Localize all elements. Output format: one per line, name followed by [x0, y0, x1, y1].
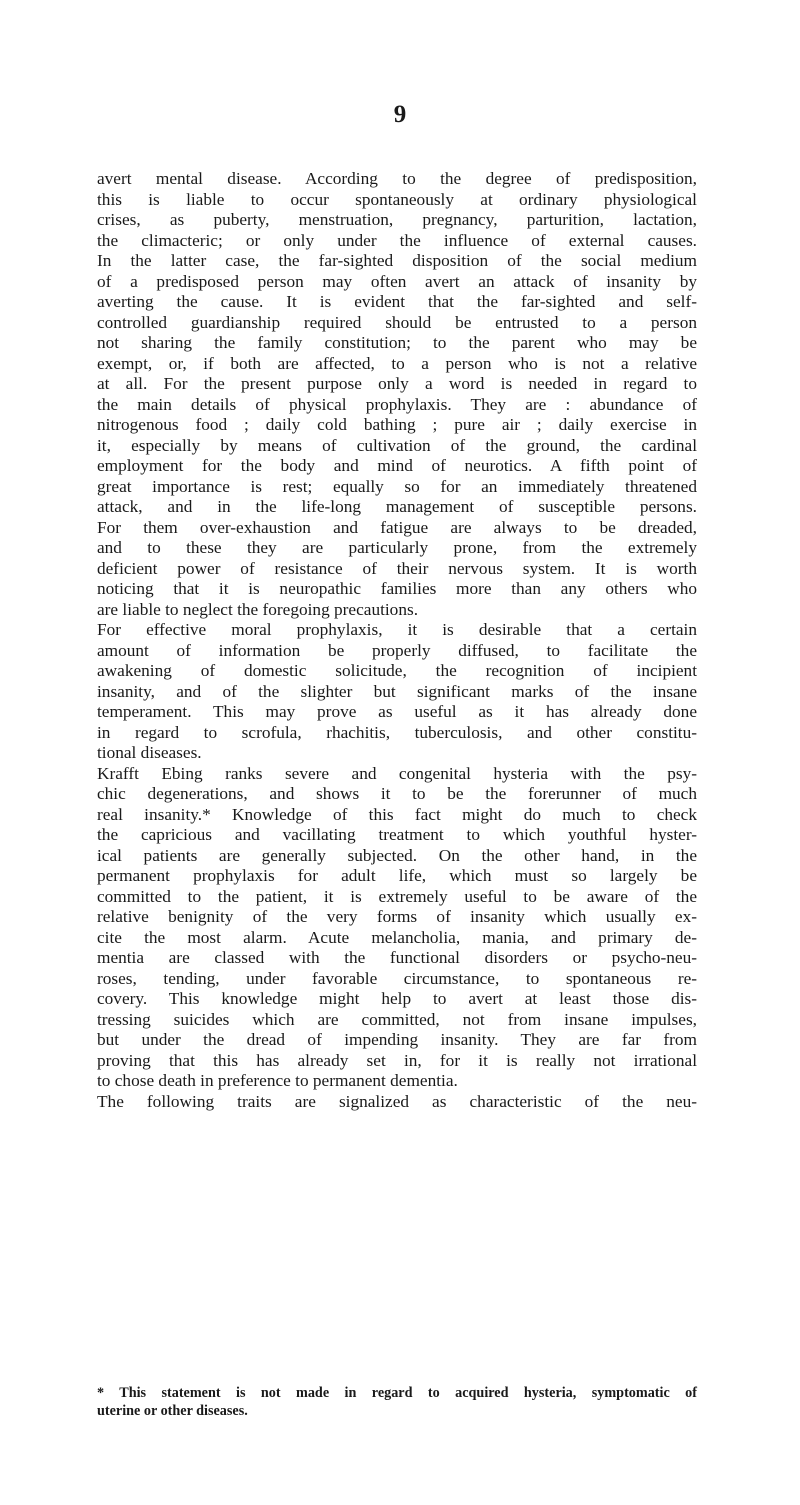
text-line: but under the dread of impending insanity. They are far from [97, 1030, 697, 1049]
text-line: and to these they are particularly prone, from the extremely [97, 538, 697, 557]
text-line: cite the most alarm. Acute melancholia, mania, and primary de- [97, 927, 697, 947]
text-line: real insanity.* Knowledge of this fact might do much to check [97, 804, 697, 824]
text-line: insanity, and of the slighter but significant marks of the insane [97, 681, 697, 701]
text-line: The following traits are signalized as characteristic of the neu- [97, 1091, 697, 1111]
text-line: attack, and in the life-long management of susceptible persons. [97, 497, 697, 516]
text-line: In the latter case, the far-sighted disposition of the social medium [97, 251, 697, 270]
text-line: the climacteric; or only under the influence of external causes. [97, 230, 697, 250]
text-line: averting the cause. It is evident that the far-sighted and self- [97, 292, 697, 311]
text-line: in regard to scrofula, rhachitis, tuberculosis, and other constitu- [97, 722, 697, 742]
text-line: nitrogenous food ; daily cold bathing ; pure air ; daily exercise in [97, 415, 697, 434]
text-line: covery. This knowledge might help to avert at least those dis- [97, 989, 697, 1008]
text-line: proving that this has already set in, for it is really not irrational [97, 1050, 697, 1070]
page-number: 9 [393, 101, 407, 128]
text-line: controlled guardianship required should be entrusted to a person [97, 312, 697, 332]
text-line: are liable to neglect the foregoing precautions. [97, 599, 419, 619]
text-line: at all. For the present purpose only a word is needed in regard to [97, 374, 697, 393]
text-line: Krafft Ebing ranks severe and congenital hysteria with the psy- [97, 763, 697, 783]
text-line: noticing that it is neuropathic families more than any others who [97, 579, 697, 598]
text-line: deficient power of resistance of their nervous system. It is worth [97, 558, 697, 578]
text-line: exempt, or, if both are affected, to a person who is not a relative [97, 353, 697, 373]
text-line: of a predisposed person may often avert an attack of insanity by [97, 271, 697, 291]
text-line: to chose death in preference to permanent dementia. [97, 1071, 458, 1090]
text-line: great importance is rest; equally so for an immediately threatened [97, 476, 697, 496]
footnote-line: * This statement is not made in regard to acquired hysteria, symptomatic of [97, 1385, 697, 1401]
text-line: awakening of domestic solicitude, the recognition of incipient [97, 661, 697, 680]
text-line: crises, as puberty, menstruation, pregnancy, parturition, lactation, [97, 210, 697, 229]
body-text [97, 169, 697, 1112]
text-line: amount of information be properly diffused, to facilitate the [97, 640, 697, 660]
text-line: tressing suicides which are committed, not from insane impulses, [97, 1009, 697, 1029]
text-line: the capricious and vacillating treatment to which youthful hyster- [97, 825, 697, 844]
footnote-line: uterine or other diseases. [97, 1403, 248, 1419]
text-line: tional diseases. [97, 743, 202, 762]
text-line: For them over-exhaustion and fatigue are always to be dreaded, [97, 517, 697, 537]
text-line: the main details of physical prophylaxis. They are : abundance of [97, 394, 697, 414]
text-line: ical patients are generally subjected. On the other hand, in the [97, 845, 697, 865]
text-line: committed to the patient, it is extremely useful to be aware of the [97, 886, 697, 906]
text-line: not sharing the family constitution; to the parent who may be [97, 333, 697, 352]
footnote [97, 1384, 697, 1420]
text-line: temperament. This may prove as useful as it has already done [97, 702, 697, 721]
text-line: For effective moral prophylaxis, it is desirable that a certain [97, 620, 697, 639]
text-line: roses, tending, under favorable circumstance, to spontaneous re- [97, 968, 697, 988]
text-line: chic degenerations, and shows it to be the forerunner of much [97, 784, 697, 803]
text-line: permanent prophylaxis for adult life, which must so largely be [97, 866, 697, 885]
text-line: it, especially by means of cultivation of the ground, the cardinal [97, 435, 697, 455]
text-line: mentia are classed with the functional disorders or psycho-neu- [97, 948, 697, 967]
text-line: employment for the body and mind of neurotics. A fifth point of [97, 456, 697, 475]
text-line: avert mental disease. According to the degree of predisposition, [97, 169, 697, 188]
text-line: this is liable to occur spontaneously at ordinary physiological [97, 189, 697, 209]
text-line: relative benignity of the very forms of insanity which usually ex- [97, 907, 697, 926]
